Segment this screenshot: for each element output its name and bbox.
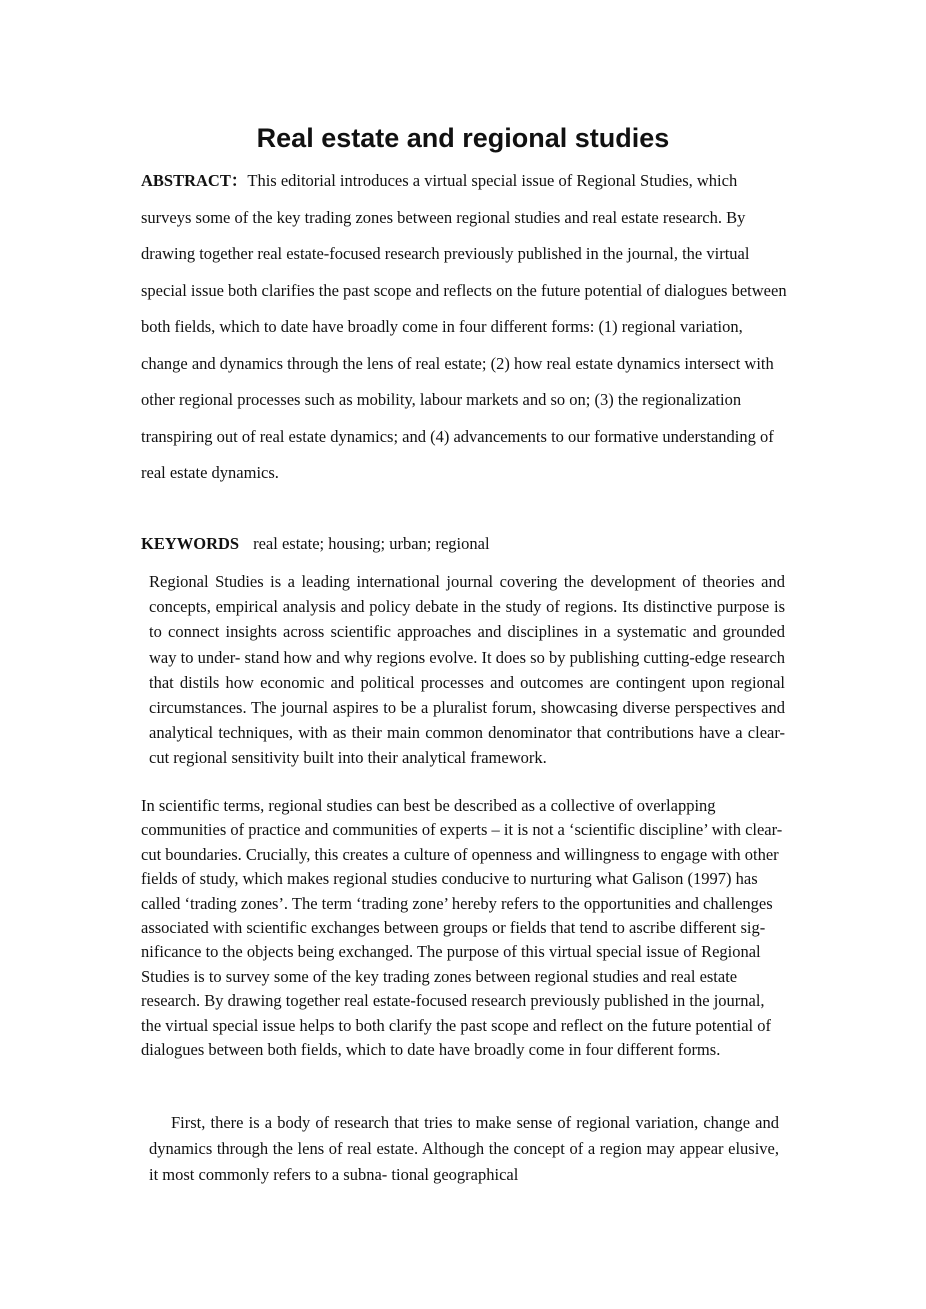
journal-description-paragraph: Regional Studies is a leading international journal covering the development of theories and concepts, empirical analysis and policy debate in the study of regions. Its distinctive purpose is to connect insights across scientific approaches and disciplines in a systematic and grounded way to under- stand how and why regions evolve. It does so by publishing cutting-edge research that distils how economic and political processes and outcomes are contingent upon regional circumstances. The journal aspires to be a pluralist forum, showcasing diverse perspectives and analytical techniques, with as their main common denominator that contributions have a clear-cut regional sensitivity built into their analytical framework. (149, 572, 785, 768)
keywords-text: real estate; housing; urban; regional (253, 534, 490, 553)
paper-title: Real estate and regional studies (256, 123, 670, 153)
first-form-paragraph: First, there is a body of research that tries to make sense of regional variation, change and dynamics through the lens of real estate. Although the concept of a region may appear elusive, it most commonly refers to a subna- tional geographical (149, 1113, 779, 1184)
trading-zones-paragraph: In scientific terms, regional studies can best be described as a collective of overlapping communities of practice and communities of experts – it is not a ‘scientific discipline’ with clear-cut boundaries. Crucially, this creates a culture of openness and willingness to engage with other fields of study, which makes regional studies conducive to nurturing what Galison (1997) has called ‘trading zones’. The term ‘trading zone’ hereby refers to the opportunities and challenges associated with scientific exchanges between groups or fields that tend to ascribe different sig- nificance to the objects being exchanged. The purpose of this virtual special issue of Regional Studies is to survey some of the key trading zones between regional studies and real estate research. By drawing together real estate-focused research previously published in the journal, the virtual special issue helps to both clarify the past scope and reflect on the future potential of dialogues between both fields, which to date have broadly come in four different forms. (141, 796, 783, 1060)
abstract-label: ABSTRACT： (141, 171, 248, 190)
abstract-text: This editorial introduces a virtual special issue of Regional Studies, which surveys some of the key trading zones between regional studies and real estate research. By drawing together real estate-focused research previously published in the journal, the virtual special issue both clarifies the past scope and reflects on the future potential of dialogues between both fields, which to date have broadly come in four different forms: (1) regional variation, change and dynamics through the lens of real estate; (2) how real estate dynamics intersect with other regional processes such as mobility, labour markets and so on; (3) the regionalization transpiring out of real estate dynamics; and (4) advancements to our formative understanding of real estate dynamics. (141, 171, 787, 482)
keywords-label: KEYWORDS (141, 534, 240, 553)
keywords-section (141, 527, 791, 561)
abstract-section (141, 163, 791, 492)
